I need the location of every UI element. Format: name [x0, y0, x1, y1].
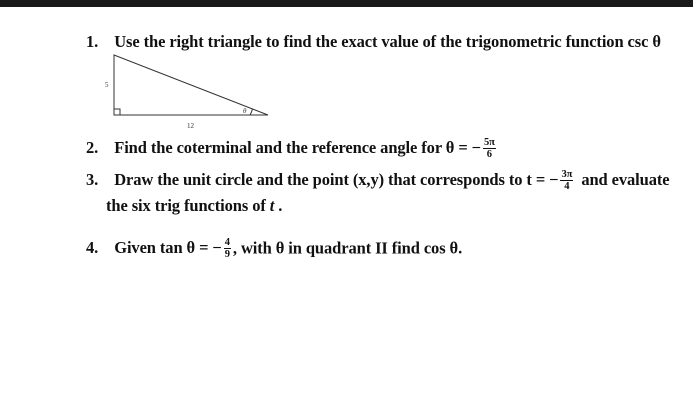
question-1-text: Use the right triangle to find the exact value of the trigonometric function csc θ: [114, 32, 661, 51]
right-triangle-svg: [100, 49, 280, 139]
question-3-tail: and evaluate: [581, 170, 670, 190]
question-2-text: Find the coterminal and the reference angle for θ = −: [114, 138, 481, 158]
question-4-fraction: [224, 237, 231, 260]
triangle-outline: [114, 55, 268, 115]
right-triangle-figure: [100, 49, 280, 139]
question-3-line2-text: the six trig functions of: [106, 196, 266, 215]
worksheet: [0, 7, 693, 409]
question-4-number: 4.: [86, 238, 99, 258]
fraction-numerator: 3π: [561, 169, 573, 180]
question-3-line-2: [106, 196, 282, 216]
question-4-text-a: Given tan θ = −: [114, 238, 222, 258]
question-4: [86, 238, 462, 261]
fraction-numerator: 5π: [483, 137, 495, 148]
question-3: [86, 170, 670, 193]
triangle-left-label: 5: [105, 81, 109, 89]
fraction-denominator: 6: [486, 149, 492, 160]
triangle-angle-label: θ: [243, 107, 247, 115]
question-2-number: 2.: [86, 138, 99, 158]
angle-arc: [250, 109, 253, 116]
question-1-number: 1.: [86, 32, 99, 51]
question-4-text-b: , with θ in quadrant II find cos θ.: [232, 238, 463, 258]
fraction-numerator: 4: [224, 237, 230, 248]
question-3-number: 3.: [86, 170, 99, 190]
question-2: [86, 138, 498, 161]
question-3-text: Draw the unit circle and the point (x,y) that corresponds to t = −: [114, 170, 559, 190]
fraction-denominator: 4: [564, 181, 570, 192]
fraction-denominator: 9: [224, 249, 230, 260]
question-3-fraction: [560, 169, 573, 192]
right-angle-marker: [114, 109, 120, 115]
top-border: [0, 0, 693, 7]
triangle-bottom-label: 12: [187, 122, 194, 130]
question-2-fraction: [483, 137, 496, 160]
question-3-variable: t: [269, 196, 275, 215]
question-3-period: .: [278, 196, 283, 215]
